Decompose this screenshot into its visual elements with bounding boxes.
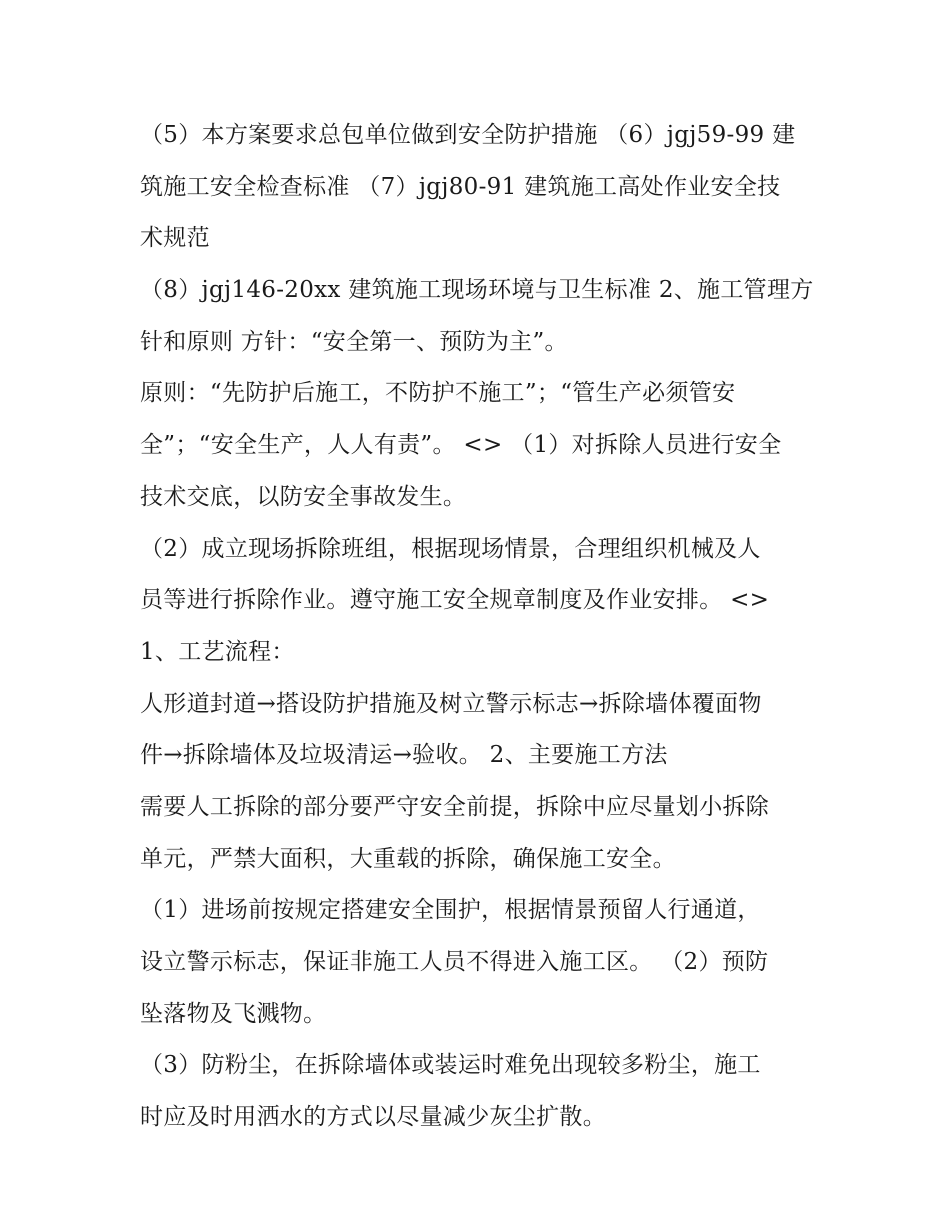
text-line: 针和原则 方针：“安全第一、预防为主”。 — [140, 328, 568, 355]
text-line: 全”；“安全生产，人人有责”。 <> （1）对拆除人员进行安全 — [140, 432, 782, 459]
text-line: （8）jgj146-20xx 建筑施工现场环境与卫生标准 2、施工管理方 — [140, 277, 814, 304]
text-line: 筑施工安全检查标准 （7）jgj80-91 建筑施工高处作业安全技 — [140, 173, 781, 200]
text-line: 需要人工拆除的部分要严守安全前提，拆除中应尽量划小拆除 — [140, 793, 770, 820]
text-line: 员等进行拆除作业。遵守施工安全规章制度及作业安排。 <> — [140, 587, 770, 614]
text-line: （2）成立现场拆除班组，根据现场情景，合理组织机械及人 — [140, 535, 761, 562]
text-line: （3）防粉尘，在拆除墙体或装运时难免出现较多粉尘，施工 — [140, 1052, 761, 1079]
text-line: （1）进场前按规定搭建安全围护，根据情景预留人行通道， — [140, 897, 761, 924]
text-line: 坠落物及飞溅物。 — [140, 1000, 327, 1027]
text-line: 原则：“先防护后施工，不防护不施工”；“管生产必须管安 — [140, 380, 736, 407]
text-line: 人形道封道→搭设防护措施及树立警示标志→拆除墙体覆面物 — [140, 690, 762, 717]
text-line: 1、工艺流程： — [140, 638, 295, 665]
text-line: （5）本方案要求总包单位做到安全防护措施 （6）jgj59-99 建 — [140, 122, 796, 148]
text-line: 设立警示标志，保证非施工人员不得进入施工区。 （2）预防 — [140, 949, 769, 975]
text-line: 件→拆除墙体及垃圾清运→验收。 2、主要施工方法 — [140, 742, 668, 769]
text-line: 时应及时用洒水的方式以尽量减少灰尘扩散。 — [140, 1104, 606, 1131]
text-line: 术规范 — [140, 225, 210, 252]
body-text — [140, 110, 820, 1144]
text-line: 技术交底，以防安全事故发生。 — [140, 483, 467, 510]
text-line: 单元，严禁大面积，大重载的拆除，确保施工安全。 — [140, 845, 676, 872]
